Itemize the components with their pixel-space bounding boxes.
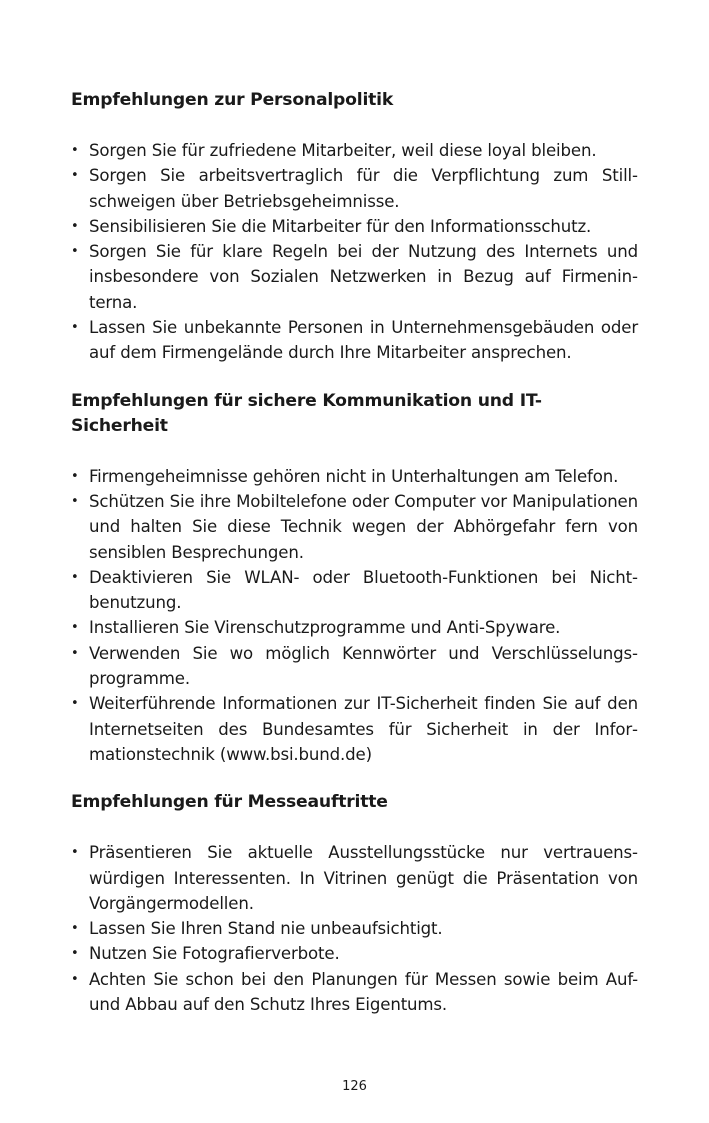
- list-item-text: Sorgen Sie für klare Regeln bei der Nutzung des Internets und insbesondere von Sozialen Netzwerken in Bezug auf Firmeninterna.: [89, 242, 638, 312]
- bullet-icon: •: [71, 468, 79, 484]
- list-item-text: Sorgen Sie für zufriedene Mitarbeiter, weil diese loyal bleiben.: [89, 141, 597, 160]
- bullet-icon: •: [71, 320, 79, 336]
- bullet-icon: •: [71, 493, 79, 509]
- list-item-text: Achten Sie schon bei den Planungen für Messen sowie beim Auf- und Abbau auf den Schutz Ihres Eigentums.: [89, 969, 638, 1015]
- list-item: [71, 565, 638, 616]
- list-item-text: Deaktivieren Sie WLAN- oder Bluetooth-Funktionen bei Nichtbenutzung.: [89, 567, 638, 613]
- section-heading: Empfehlungen zur Personalpolitik: [71, 90, 394, 110]
- document-page: [71, 88, 638, 1040]
- section-heading: Empfehlungen für Messeauftritte: [71, 792, 388, 813]
- bullet-list: [71, 464, 638, 768]
- list-item: [71, 464, 638, 489]
- list-item: [71, 315, 638, 366]
- bullet-icon: •: [71, 921, 79, 937]
- list-item-text: Sorgen Sie arbeitsvertraglich für die Verpflichtung zum Stillschweigen über Betriebsgeheimnisse.: [89, 166, 638, 211]
- bullet-icon: •: [71, 620, 79, 636]
- page-number: 126: [342, 1079, 367, 1094]
- list-item-text: Schützen Sie ihre Mobiltelefone oder Computer vor Manipulationen und halten Sie diese Technik wegen der Abhörgefahr fern von sensiblen Besprechungen.: [89, 491, 638, 562]
- list-item: [71, 615, 638, 640]
- section-heading: Empfehlungen für sichere Kommunikation und IT-Sicherheit: [71, 390, 542, 436]
- list-item: [71, 214, 638, 239]
- bullet-icon: •: [71, 946, 79, 962]
- list-item: [71, 641, 638, 692]
- list-item: [71, 840, 638, 916]
- bullet-icon: •: [71, 168, 79, 184]
- list-item: [71, 163, 638, 214]
- bullet-icon: •: [71, 244, 79, 260]
- bullet-icon: •: [71, 971, 79, 987]
- bullet-icon: •: [71, 845, 79, 861]
- list-item: [71, 916, 638, 941]
- section-messeauftritte: [71, 790, 638, 1017]
- list-item: [71, 138, 638, 163]
- bullet-icon: •: [71, 569, 79, 585]
- list-item-text: Nutzen Sie Fotografierverbote.: [89, 944, 340, 964]
- list-item: [71, 489, 638, 565]
- list-item: [71, 967, 638, 1018]
- bullet-list: [71, 840, 638, 1017]
- list-item: [71, 691, 638, 767]
- list-item-text: Firmengeheimnisse gehören nicht in Unterhaltungen am Telefon.: [89, 466, 619, 486]
- section-kommunikation-it: [71, 389, 638, 768]
- list-item-text: Installieren Sie Virenschutzprogramme und Anti-Spyware.: [89, 618, 561, 638]
- list-item-text: Lassen Sie unbekannte Personen in Unternehmensgebäuden oder auf dem Firmengelände durch Ihre Mitarbeiter ansprechen.: [89, 318, 638, 363]
- list-item-text: Lassen Sie Ihren Stand nie unbeaufsichtigt.: [89, 919, 443, 939]
- section-personalpolitik: [71, 88, 638, 366]
- bullet-list: [71, 138, 638, 366]
- bullet-icon: •: [71, 218, 79, 234]
- bullet-icon: •: [71, 143, 79, 158]
- list-item: [71, 941, 638, 966]
- list-item-text: Verwenden Sie wo möglich Kennwörter und Verschlüsselungsprogramme.: [89, 643, 638, 689]
- list-item-text: Weiterführende Informationen zur IT-Sicherheit finden Sie auf den Internetseiten des Bundesamtes für Sicherheit in der Informationstechnik (www.bsi.bund.de): [89, 694, 638, 764]
- bullet-icon: •: [71, 645, 79, 661]
- list-item: [71, 239, 638, 315]
- bullet-icon: •: [71, 696, 79, 712]
- list-item-text: Präsentieren Sie aktuelle Ausstellungsstücke nur vertrauenswürdigen Interessenten. In Vitrinen genügt die Präsentation von Vorgängermodellen.: [89, 843, 638, 913]
- list-item-text: Sensibilisieren Sie die Mitarbeiter für den Informationsschutz.: [89, 216, 592, 236]
